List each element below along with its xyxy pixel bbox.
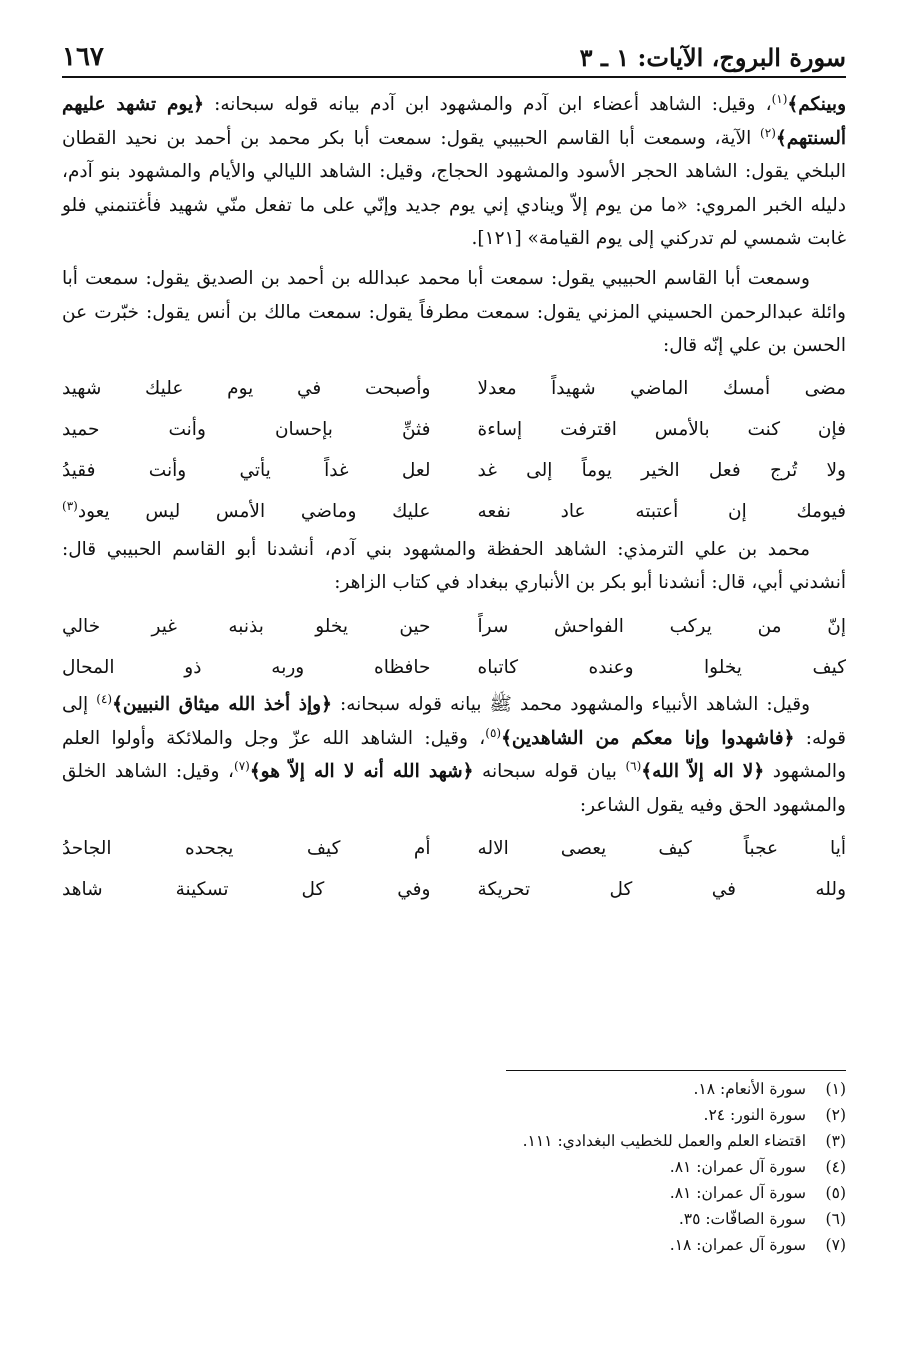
first-hemistich: إنّ من يركب الفواحش سراً: [477, 615, 846, 637]
footnote-number: (٣): [825, 1132, 846, 1150]
first-hemistich: ولا تُرج فعل الخير يوماً إلى غد: [477, 460, 846, 482]
second-hemistich: وفي كل تسكينة شاهد: [62, 879, 431, 901]
poem-2: [62, 606, 846, 688]
footnote-ref: (٦): [625, 758, 642, 773]
footnote-ref: (١): [771, 91, 788, 106]
footnote-number: (١): [825, 1080, 846, 1098]
text-run: ، وقيل: الشاهد أعضاء ابن آدم والمشهود ابن آدم بيانه قوله سبحانه:: [203, 94, 772, 115]
second-hemistich: حافظاه وربه ذو المحال: [62, 656, 431, 678]
paragraph-1: [62, 88, 846, 256]
main-text: [62, 88, 846, 910]
page-header: [62, 30, 846, 72]
paragraph-4: [62, 688, 846, 822]
second-hemistich: أم كيف يجحده الجاحدُ: [62, 838, 431, 860]
verse-line: [62, 869, 846, 910]
first-hemistich: مضى أمسك الماضي شهيداً معدلا: [477, 378, 846, 400]
quran-quote: ﴿يوم تشهد عليهم ألسنتهم﴾: [62, 94, 846, 149]
footnotes: [62, 1076, 846, 1258]
footnote: [62, 1180, 846, 1206]
footnote-number: (٦): [825, 1210, 846, 1228]
footnote-text: سورة آل عمران: ٨١.: [669, 1158, 806, 1176]
footnote-text: سورة النور: ٢٤.: [703, 1106, 806, 1124]
footnote: [62, 1206, 846, 1232]
footnote-number: (٢): [825, 1106, 846, 1124]
page-number: ١٦٧: [62, 42, 104, 72]
quran-quote: ﴿فاشهدوا وإنا معكم من الشاهدين﴾: [501, 727, 795, 749]
footnote-text: سورة الأنعام: ١٨.: [693, 1080, 806, 1098]
paragraph-3: محمد بن علي الترمذي: الشاهد الحفظة والمشهود بني آدم، أنشدنا أبو القاسم الحبيبي قال: أنشدني أبي، قال: أنشدنا أبو بكر بن الأنباري ببغداد في كتاب الزاهر:: [62, 538, 846, 594]
poem-3: [62, 828, 846, 910]
running-title: سورة البروج، الآيات: ١ ـ ٣: [579, 43, 846, 72]
poem-1: [62, 369, 846, 533]
second-hemistich: لعل غداً يأتي وأنت فقيدُ: [62, 460, 431, 482]
verse-line: [62, 828, 846, 869]
quran-quote: ﴿شهد الله أنه لا اله إلاّ هو﴾: [249, 761, 474, 783]
footnote-ref: (٤): [96, 691, 113, 706]
footnote-number: (٥): [825, 1184, 846, 1202]
footnote-ref: (٥): [485, 725, 502, 740]
first-hemistich: ولله في كل تحريكة: [477, 879, 846, 901]
footnote: [62, 1128, 846, 1154]
footnote: [62, 1102, 846, 1128]
verse-line: [62, 369, 846, 410]
footnote-number: (٧): [825, 1236, 846, 1254]
text-run: بيان قوله سبحانه: [473, 761, 626, 783]
first-hemistich: فإن كنت بالأمس اقترفت إساءة: [477, 419, 846, 441]
first-hemistich: فيومك إن أعتبته عاد نفعه: [477, 501, 846, 523]
footnote-ref: (٢): [760, 125, 776, 140]
text-run: ، وقيل: الشاهد الخلق والمشهود الحق وفيه يقول الشاعر:: [62, 761, 846, 816]
footnote-text: اقتضاء العلم والعمل للخطيب البغدادي: ١١١.: [522, 1132, 806, 1150]
footnote-separator: [506, 1070, 846, 1071]
header-rule: [62, 76, 846, 78]
first-hemistich: أيا عجباً كيف يعصى الاله: [477, 838, 846, 860]
second-hemistich: حين يخلو بذنبه غير خالي: [62, 615, 431, 637]
verse-line: [62, 647, 846, 688]
second-hemistich: [62, 495, 430, 529]
hemistich-text: عليك وماضي الأمس ليس يعود: [77, 501, 431, 523]
footnote-ref: (٣): [62, 499, 78, 514]
verse-line: [62, 606, 846, 647]
footnote: [62, 1154, 846, 1180]
quran-quote: ﴿لا اله إلاّ الله﴾: [641, 761, 765, 783]
paragraph-2: وسمعت أبا القاسم الحبيبي يقول: سمعت أبا محمد عبدالله بن أحمد بن الصديق يقول: سمعت أبا وائلة عبدالرحمن الحسيني المزني يقول: سمعت مطرفاً يقول: سمعت مالك بن أنس يقول: خبّرت عن الحسن بن علي إنّه قال:: [62, 267, 846, 357]
text-run: ، وقيل: الشاهد الله عزّ وجل والملائكة وأولوا العلم والمشهود: [62, 727, 847, 783]
first-hemistich: كيف يخلوا وعنده كاتباه: [477, 656, 846, 678]
footnote-text: سورة الصافّات: ٣٥.: [678, 1210, 806, 1228]
footnote: [62, 1076, 846, 1102]
quran-quote: ﴿وإذ أخذ الله ميثاق النبيين﴾: [112, 693, 332, 715]
verse-line: [62, 451, 846, 492]
footnote: [62, 1232, 846, 1258]
text-run: إلى قوله:: [62, 693, 846, 749]
footnote-ref: (٧): [234, 758, 250, 773]
text-run: الآية، وسمعت أبا القاسم الحبيبي يقول: سمعت أبا بكر محمد بن أحمد بن نحيد القطان البلخي يقول: الشاهد الحجر الأسود والمشهود الحجاج، وقيل: الشاهد الليالي والأيام والمشهود بنو آدم، دليله الخبر المروي: «ما من يوم إلاّ وينادي إني يوم جديد وإنّي على ما تفعل منّي شهيد فأغتنمني فلو غابت شمسي لم تدركني إلى يوم القيامة» [١٢١].: [62, 127, 846, 250]
quran-quote: وبينكم﴾: [787, 94, 847, 115]
footnote-text: سورة آل عمران: ٨١.: [669, 1184, 806, 1202]
text-run: وقيل: الشاهد الأنبياء والمشهود محمد ﷺ بيانه قوله سبحانه:: [331, 693, 810, 715]
verse-line: [62, 492, 846, 533]
footnote-text: سورة آل عمران: ١٨.: [669, 1236, 806, 1254]
verse-line: [62, 410, 846, 451]
second-hemistich: فثنِّ بإحسان وأنت حميد: [62, 419, 431, 441]
second-hemistich: وأصبحت في يوم عليك شهيد: [62, 378, 431, 400]
footnote-number: (٤): [825, 1158, 846, 1176]
